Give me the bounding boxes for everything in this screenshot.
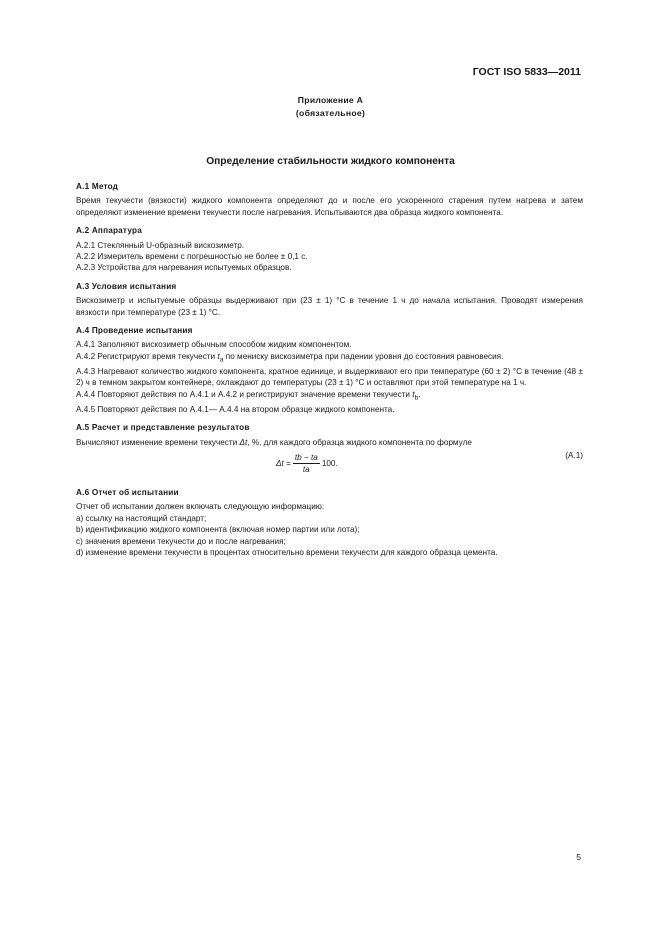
formula-lhs: Δt = — [276, 459, 291, 469]
list-item-a6-a: a) ссылку на настоящий стандарт; — [76, 513, 207, 523]
list-item-a4-4 — [76, 389, 583, 404]
section-heading-a5: А.5 Расчет и представление результатов — [76, 423, 250, 433]
section-heading-a4: А.4 Проведение испытания — [76, 326, 193, 336]
a4-2-text-start: А.4.2 Регистрируют время текучести — [76, 351, 216, 361]
section-heading-a6: А.6 Отчет об испытании — [76, 488, 179, 497]
formula-tail: 100. — [321, 459, 338, 469]
list-item-a2-2: А.2.2 Измеритель времени с погрешностью не более ± 0,1 с. — [76, 252, 308, 262]
var-t: t — [412, 389, 415, 399]
formula-numerator: tb − ta — [293, 452, 320, 464]
standard-header: ГОСТ ISO 5833—2011 — [472, 66, 581, 78]
paragraph-a1: Время текучести (вязкости) жидкого компонента определяют до и после его ускоренного старения путем нагрева и затем определяют изменение времени текучести после нагревания. Испытываются два образца жидкого компонента. — [76, 196, 583, 217]
delta-t: Δt — [239, 437, 248, 447]
var-sub-b: b — [414, 394, 419, 402]
annex-type: (обязательное) — [295, 108, 366, 118]
list-item-a6-c: c) значения времени текучести до и после нагревания; — [76, 536, 286, 546]
list-item-a4-5: А.4.5 Повторяют действия по А.4.1— А.4.4 на втором образце жидкого компонента. — [76, 404, 395, 414]
list-item-a6-b: b) идентификацию жидкого компонента (включая номер партии или лота); — [76, 525, 360, 535]
formula-denominator: ta — [302, 465, 310, 475]
var-sub-a: a — [219, 356, 224, 364]
formula-expression — [276, 452, 338, 476]
a4-4-text-end: . — [418, 389, 421, 399]
page-number: 5 — [576, 852, 581, 862]
list-item-a4-2 — [76, 351, 583, 366]
a5-text-start: Вычисляют изменение времени текучести — [76, 437, 238, 447]
annex-title: Приложение А — [297, 95, 364, 105]
section-heading-a1: А.1 Метод — [76, 182, 119, 191]
paragraph-a5 — [76, 437, 583, 448]
a4-2-text-end: по мениску вискозиметра при падении уровня до состояния равновесия. — [225, 351, 504, 361]
a4-4-text-start: А.4.4 Повторяют действия по А.4.1 и А.4.2 и регистрируют значение времени текучести — [76, 389, 411, 399]
page-title: Определение стабильности жидкого компонента — [206, 156, 455, 167]
document-body — [76, 181, 583, 558]
formula-a1 — [76, 450, 583, 480]
formula-fraction — [293, 452, 320, 476]
formula-number: (А.1) — [565, 451, 583, 460]
paragraph-a6-intro: Отчет об испытании должен включать следующую информацию: — [76, 502, 325, 512]
list-item-a2-1: А.2.1 Стеклянный U-образный вискозиметр. — [76, 240, 245, 250]
section-heading-a2: А.2 Аппаратура — [76, 226, 142, 236]
list-item-a6-d: d) изменение времени текучести в процентах относительно времени текучести для каждого образца цемента. — [76, 548, 498, 558]
list-item-a4-1: А.4.1 Заполняют вискозиметр обычным способом жидким компонентом. — [76, 340, 352, 350]
a5-text-end: , %, для каждого образца жидкого компонента по формуле — [247, 437, 472, 447]
list-item-a4-3: А.4.3 Нагревают количество жидкого компонента, кратное единице, и выдерживают его при температуре (60 ± 2) °С в течение (48 ± 2) ч в темном закрытом контейнере, охлаждают до температуры (23 ± 1) °С и оставляют при этой температуре на 1 ч. — [76, 366, 583, 388]
section-heading-a3: А.3 Условия испытания — [76, 281, 177, 291]
paragraph-a3: Вискозиметр и испытуемые образцы выдерживают при (23 ± 1) °С в течение 1 ч до начала испытания. Проводят измерения вязкости при температуре (23 ± 1) °С. — [76, 296, 583, 317]
list-item-a2-3: А.2.3 Устройства для нагревания испытуемых образцов. — [76, 263, 292, 273]
var-t: t — [217, 351, 220, 361]
